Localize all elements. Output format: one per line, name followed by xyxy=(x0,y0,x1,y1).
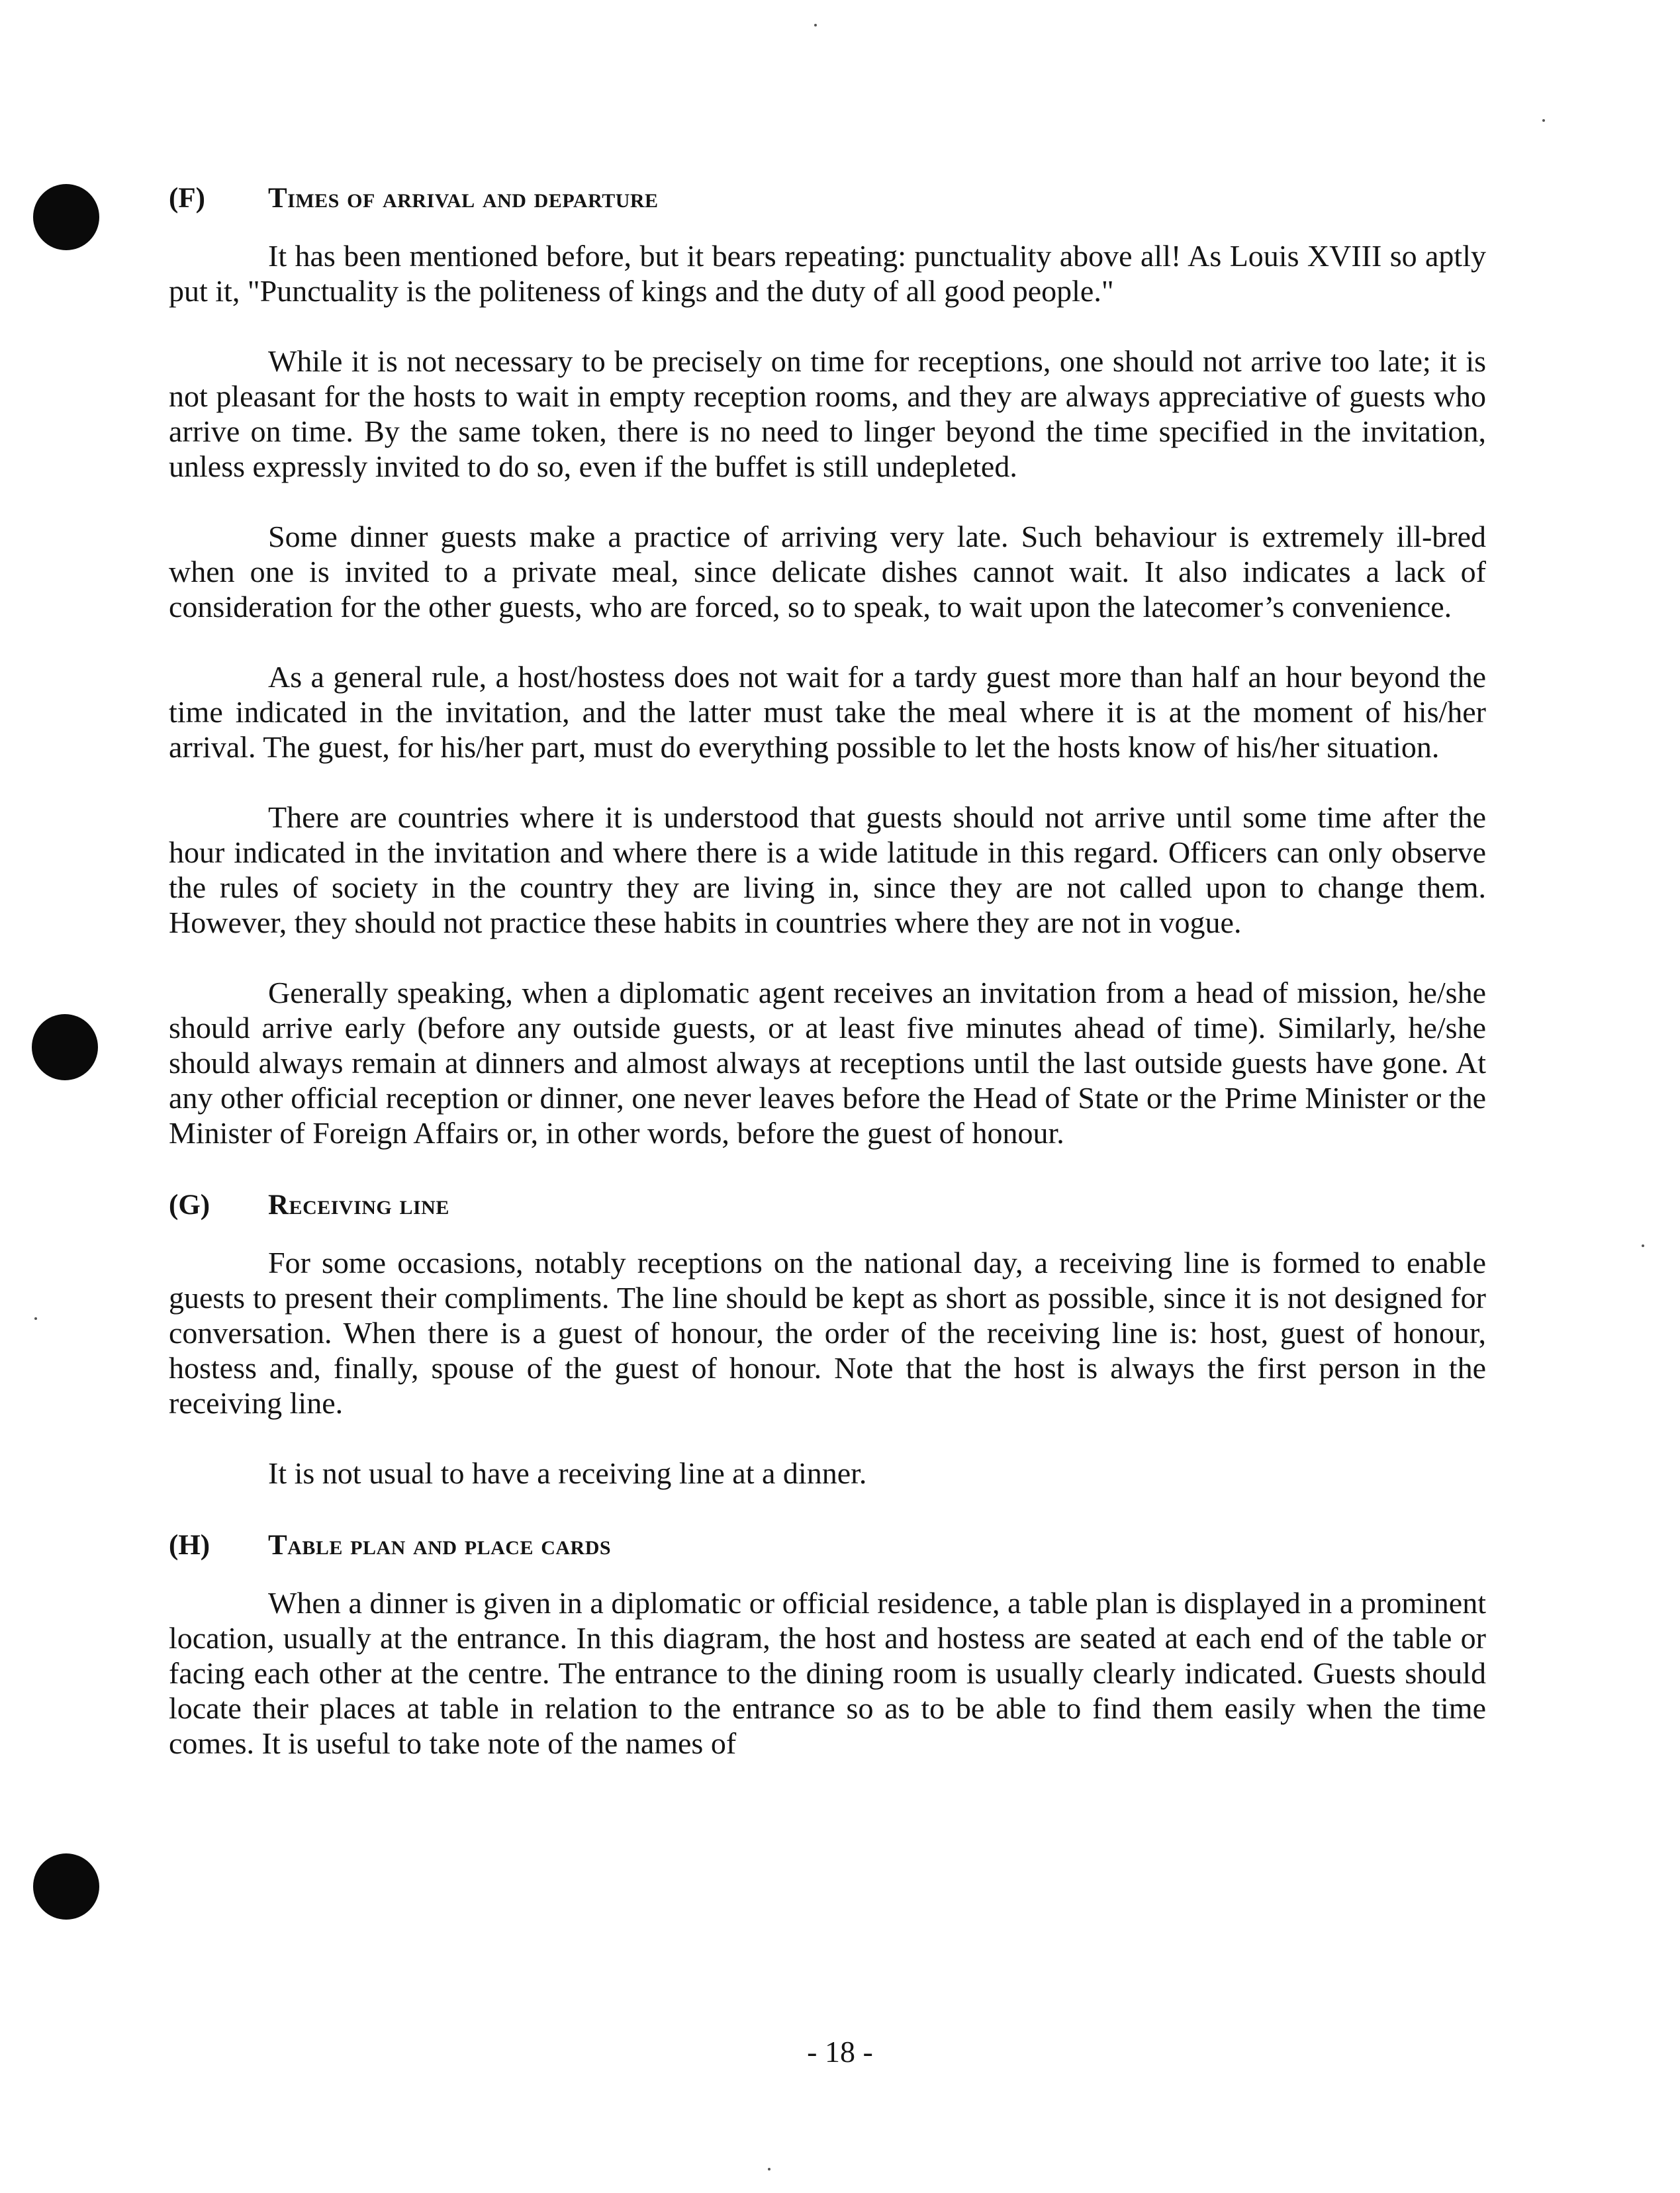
section-title: Times of arrival and departure xyxy=(268,183,659,214)
section-f xyxy=(169,179,1486,1150)
scan-speck xyxy=(814,24,817,26)
section-letter: (G) xyxy=(169,1190,210,1221)
scan-speck xyxy=(768,2168,770,2170)
section-heading xyxy=(169,179,1486,218)
section-letter: (F) xyxy=(169,183,205,214)
section-title: Receiving line xyxy=(268,1190,449,1221)
paragraph: Generally speaking, when a diplomatic agent receives an invitation from a head of mission, he/she should arrive early (before any outside guests, or at least five minutes ahead of time). Similarly, he/she should always remain at dinners and almost always at receptions until the last outside guests have gone. At any other official reception or dinner, one never leaves before the Head of State or the Prime Minister or the Minister of Foreign Affairs or, in other words, before the guest of honour. xyxy=(169,976,1486,1150)
section-letter: (H) xyxy=(169,1530,210,1561)
punch-hole-bottom xyxy=(33,1853,99,1920)
section-heading xyxy=(169,1526,1486,1565)
paragraph: While it is not necessary to be precisely on time for receptions, one should not arrive too late; it is not pleasant for the hosts to wait in empty reception rooms, and they are always appreciative of guests who arrive on time. By the same token, there is no need to linger beyond the time specified in the invitation, unless expressly invited to do so, even if the buffet is still undepleted. xyxy=(169,344,1486,483)
page-number: - 18 - xyxy=(807,2035,873,2069)
scan-speck xyxy=(34,1317,37,1320)
punch-hole-top xyxy=(33,184,99,250)
section-g xyxy=(169,1186,1486,1491)
paragraph: It has been mentioned before, but it bears repeating: punctuality above all! As Louis XVIII so aptly put it, "Punctuality is the politeness of kings and the duty of all good people." xyxy=(169,239,1486,308)
section-title: Table plan and place cards xyxy=(268,1530,612,1561)
paragraph: Some dinner guests make a practice of arriving very late. Such behaviour is extremely ill-bred when one is invited to a private meal, since delicate dishes cannot wait. It also indicates a lack of consideration for the other guests, who are forced, so to speak, to wait upon the latecomer’s convenience. xyxy=(169,520,1486,624)
paragraph: For some occasions, notably receptions on the national day, a receiving line is formed to enable guests to present their compliments. The line should be kept as short as possible, since it is not designed for conversation. When there is a guest of honour, the order of the receiving line is: host, guest of honour, hostess and, finally, spouse of the guest of honour. Note that the host is always the first person in the receiving line. xyxy=(169,1246,1486,1420)
scan-speck xyxy=(1542,119,1545,122)
section-h xyxy=(169,1526,1486,1761)
section-heading xyxy=(169,1186,1486,1225)
paragraph: There are countries where it is understood that guests should not arrive until some time after the hour indicated in the invitation and where there is a wide latitude in this regard. Officers can only observe the rules of society in the country they are living in, since they are not called upon to change them. However, they should not practice these habits in countries where they are not in vogue. xyxy=(169,800,1486,939)
paragraph: It is not usual to have a receiving line at a dinner. xyxy=(268,1456,867,1490)
punch-hole-middle xyxy=(32,1014,98,1080)
paragraph: When a dinner is given in a diplomatic or official residence, a table plan is displayed in a prominent location, usually at the entrance. In this diagram, the host and hostess are seated at each end of the table or facing each other at the centre. The entrance to the dining room is usually clearly indicated. Guests should locate their places at table in relation to the entrance so as to be able to find them easily when the time comes. It is useful to take note of the names of xyxy=(169,1586,1486,1760)
paragraph: As a general rule, a host/hostess does not wait for a tardy guest more than half an hour beyond the time indicated in the invitation, and the latter must take the meal where it is at the moment of his/her arrival. The guest, for his/her part, must do everything possible to let the hosts know of his/her situation. xyxy=(169,660,1486,764)
page-body xyxy=(169,179,1486,1761)
scan-speck xyxy=(1642,1244,1644,1247)
